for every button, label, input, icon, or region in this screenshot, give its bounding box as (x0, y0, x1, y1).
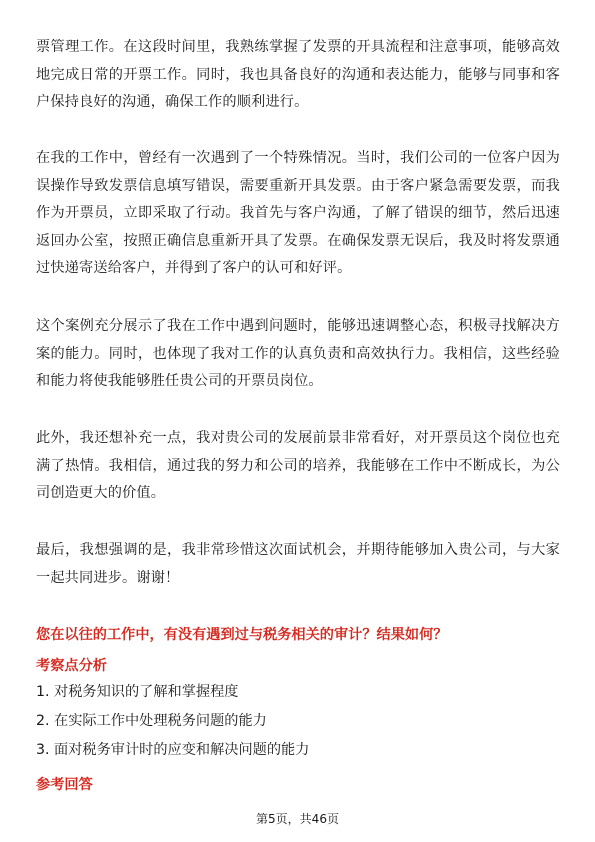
paragraph-additional-point: 此外，我还想补充一点，我对贵公司的发展前景非常看好，对开票员这个岗位也充满了热情。我相信，通过我的努力和公司的培养，我能够在工作中不断成长，为公司创造更大的价值。 (36, 430, 560, 501)
paragraph-special-case: 在我的工作中，曾经有一次遇到了一个特殊情况。当时，我们公司的一位客户因为误操作导致发票信息填写错误，需要重新开具发票。由于客户紧急需要发票，而我作为开票员，立即采取了行动。我首先与客户沟通，了解了错误的细节，然后迅速返回办公室，按照正确信息重新开具了发票。在确保发票无误后，我及时将发票通过快递寄送给客户，并得到了客户的认可和好评。 (36, 150, 560, 276)
analysis-point-2: 2. 在实际工作中处理税务问题的能力 (36, 713, 267, 729)
reference-answer-heading: 参考回答 (36, 777, 93, 793)
analysis-point-1: 1. 对税务知识的了解和掌握程度 (36, 684, 239, 700)
paragraph-case-summary: 这个案例充分展示了我在工作中遇到问题时，能够迅速调整心态，积极寻找解决方案的能力。同时，也体现了我对工作的认真负责和高效执行力。我相信，这些经验和能力将使我能够胜任贵公司的开票员岗位。 (36, 318, 560, 389)
interview-question: 您在以往的工作中，有没有遇到过与税务相关的审计？结果如何？ (36, 627, 448, 643)
paragraph-closing: 最后，我想强调的是，我非常珍惜这次面试机会，并期待能够加入贵公司，与大家一起共同进步。谢谢！ (36, 542, 560, 586)
page-number-footer: 第5页，共46页 (256, 812, 339, 826)
analysis-heading: 考察点分析 (36, 658, 107, 674)
paragraph-continued-intro: 票管理工作。在这段时间里，我熟练掌握了发票的开具流程和注意事项，能够高效地完成日常的开票工作。同时，我也具备良好的沟通和表达能力，能够与同事和客户保持良好的沟通，确保工作的顺利进行。 (36, 39, 560, 110)
analysis-point-3: 3. 面对税务审计时的应变和解决问题的能力 (36, 742, 310, 758)
